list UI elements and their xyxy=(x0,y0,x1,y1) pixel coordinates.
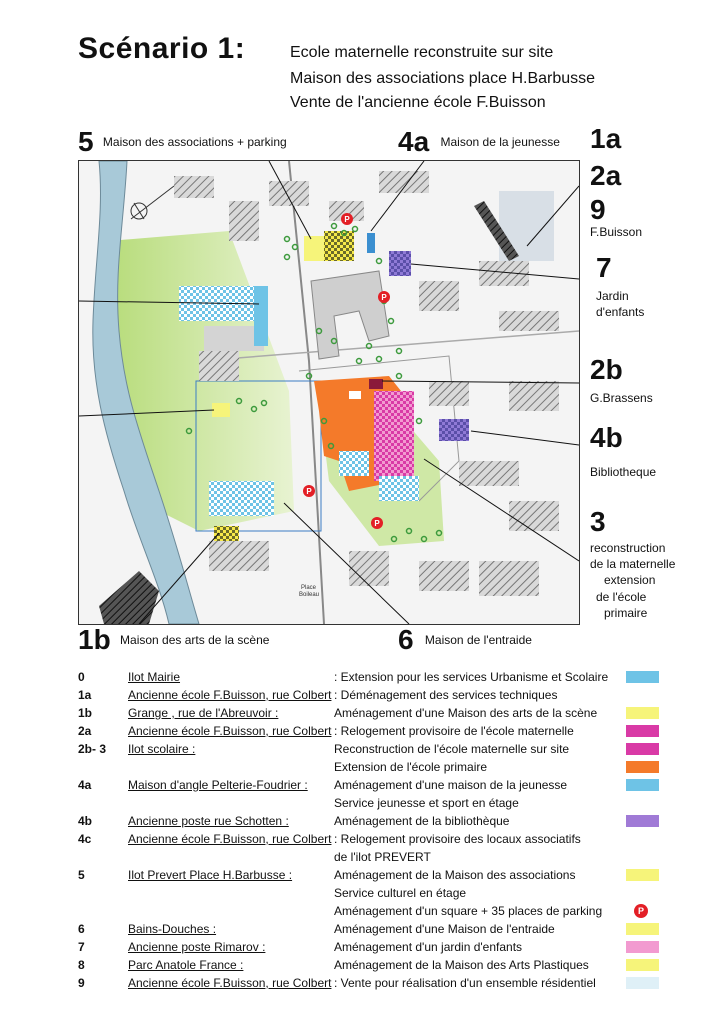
legend-place: Ilot Mairie xyxy=(128,670,181,684)
legend-code: 2a xyxy=(78,724,92,738)
legend-row xyxy=(78,760,678,776)
legend-code: 1b xyxy=(78,706,93,720)
legend-swatch xyxy=(626,977,659,989)
zone-3-white-mark xyxy=(349,391,361,399)
legend-desc: Extension de l'école primaire xyxy=(334,760,488,774)
legend-desc: Aménagement de la bibliothèque xyxy=(334,814,510,828)
callout-1b-label: Maison des arts de la scène xyxy=(120,632,270,647)
site-map xyxy=(78,160,580,625)
building-dark xyxy=(99,571,159,624)
callout-2a-number: 2a xyxy=(590,160,622,191)
legend-place: Ancienne poste Rimarov : xyxy=(128,940,266,954)
callout-4a-label: Maison de la jeunesse xyxy=(440,134,560,149)
zone-2b-pink xyxy=(374,391,414,481)
legend-desc: : Vente pour réalisation d'un ensemble résidentiel xyxy=(334,976,596,990)
callout-3-label-1: reconstruction xyxy=(590,541,666,555)
legend-swatch xyxy=(626,815,659,827)
legend-desc: : Extension pour les services Urbanisme et Scolaire xyxy=(334,670,609,684)
legend-row xyxy=(78,688,678,704)
zone-2b-marker xyxy=(369,379,383,389)
legend-desc: Aménagement d'une Maison de l'entraide xyxy=(334,922,555,936)
legend-swatch xyxy=(626,743,659,755)
building xyxy=(349,551,389,586)
callout-7 xyxy=(596,254,644,320)
subtitle-3: Vente de l'ancienne école F.Buisson xyxy=(290,94,546,111)
legend-swatch xyxy=(626,869,659,881)
callout-4a xyxy=(398,126,560,158)
zone-7 xyxy=(389,251,411,276)
callout-2b xyxy=(590,356,653,406)
legend-desc: Aménagement d'un square + 35 places de parking xyxy=(334,904,603,918)
building xyxy=(199,351,239,381)
zone-blue-school xyxy=(339,451,369,476)
legend-desc: de l'ilot PREVERT xyxy=(334,850,431,864)
place-label-2: Boileau xyxy=(299,592,320,598)
callout-5-number: 5 xyxy=(78,126,94,157)
building xyxy=(419,281,459,311)
callout-2b-number: 2b xyxy=(590,354,623,385)
callout-9-number: 9 xyxy=(590,194,606,225)
legend-code: 9 xyxy=(78,976,85,990)
building xyxy=(174,176,214,198)
legend-place: Ancienne école F.Buisson, rue Colbert xyxy=(128,688,332,702)
callout-1b xyxy=(78,624,269,656)
callout-1a xyxy=(590,125,621,153)
building xyxy=(509,381,559,411)
legend-swatch xyxy=(626,671,659,683)
parking-icon: P xyxy=(634,904,648,918)
legend-place: Ancienne école F.Buisson, rue Colbert xyxy=(128,976,332,990)
legend-row xyxy=(78,868,678,884)
building xyxy=(209,541,269,571)
callout-5 xyxy=(78,126,287,158)
subtitle-1: Ecole maternelle reconstruite sur site xyxy=(290,44,554,61)
callout-2b-label: G.Brassens xyxy=(590,391,653,405)
legend-row xyxy=(78,886,678,902)
legend-desc: Service culturel en étage xyxy=(334,886,467,900)
legend-row xyxy=(78,778,678,794)
callout-4b xyxy=(590,424,656,480)
zone-4a xyxy=(367,233,375,253)
legend-desc: Aménagement de la Maison des Arts Plastiques xyxy=(334,958,589,972)
legend-code: 2b- 3 xyxy=(78,742,107,756)
building xyxy=(499,311,559,331)
legend-desc: : Relogement provisoire de l'école maternelle xyxy=(334,724,574,738)
legend-code: 0 xyxy=(78,670,85,684)
legend-swatch xyxy=(626,959,659,971)
building xyxy=(379,171,429,193)
legend-code: 6 xyxy=(78,922,85,936)
legend-desc: Aménagement de la Maison des associations xyxy=(334,868,576,882)
callout-3-label-3: extension xyxy=(604,573,656,588)
callout-7-number: 7 xyxy=(596,252,612,283)
legend-row xyxy=(78,976,678,992)
building xyxy=(459,461,519,486)
parking-marker-label: P xyxy=(374,519,380,528)
callout-5-label: Maison des associations + parking xyxy=(102,134,287,149)
callout-7-label-1: Jardin xyxy=(596,289,629,303)
callout-3-number: 3 xyxy=(590,506,606,537)
legend-row xyxy=(78,814,678,830)
building xyxy=(229,201,259,241)
building xyxy=(479,561,539,596)
legend-row xyxy=(78,922,678,938)
legend-row xyxy=(78,742,678,758)
legend-desc: Service jeunesse et sport en étage xyxy=(334,796,519,810)
north-arrow-icon xyxy=(131,186,174,219)
callout-4b-label: Bibliotheque xyxy=(590,465,657,479)
callout-1a-number: 1a xyxy=(590,123,622,154)
building xyxy=(429,381,469,406)
legend-row xyxy=(78,670,678,686)
zone-5-parking-hatch xyxy=(324,231,354,261)
map-svg xyxy=(79,161,579,624)
legend-code: 4a xyxy=(78,778,92,792)
callout-7-label-2: d'enfants xyxy=(596,305,645,320)
callout-9 xyxy=(590,196,642,240)
legend-desc: Aménagement d'une Maison des arts de la scène xyxy=(334,706,598,720)
legend-place: Ancienne école F.Buisson, rue Colbert xyxy=(128,832,332,846)
legend-row xyxy=(78,958,678,974)
legend-place: Ilot scolaire : xyxy=(128,742,196,756)
legend-swatch xyxy=(626,941,659,953)
callout-6-label: Maison de l'entraide xyxy=(424,632,532,647)
legend-place: Maison d'angle Pelterie-Foudrier : xyxy=(128,778,308,792)
legend-swatch xyxy=(626,779,659,791)
parking-marker-label: P xyxy=(344,215,350,224)
place-label-1: Place xyxy=(301,585,317,591)
zone-8 xyxy=(212,403,230,417)
legend-swatch xyxy=(626,725,659,737)
building xyxy=(509,501,559,531)
callout-9-label: F.Buisson xyxy=(590,225,643,239)
legend-desc: : Relogement provisoire des locaux associatifs xyxy=(334,832,581,846)
callout-3-label-4: de l'école xyxy=(596,589,647,604)
legend-place: Grange , rue de l'Abreuvoir : xyxy=(128,706,279,720)
callout-1b-number: 1b xyxy=(78,624,111,655)
callout-2a xyxy=(590,162,621,190)
legend-swatch xyxy=(626,689,659,701)
callout-3-label-5: primaire xyxy=(604,605,648,620)
legend-swatch xyxy=(626,923,659,935)
legend-row xyxy=(78,940,678,956)
page-title: Scénario 1: xyxy=(78,32,246,65)
legend-row xyxy=(78,850,678,866)
callout-4b-number: 4b xyxy=(590,422,623,453)
callout-3 xyxy=(590,508,675,621)
callout-3-label-2: de la maternelle xyxy=(590,557,676,572)
callout-4a-number: 4a xyxy=(398,126,430,157)
zone-blue-school-2 xyxy=(379,476,419,501)
parking-marker-label: P xyxy=(306,487,312,496)
legend-row xyxy=(78,904,678,920)
legend-code: 8 xyxy=(78,958,85,972)
legend-desc: : Déménagement des services techniques xyxy=(334,688,558,702)
legend-desc: Reconstruction de l'école maternelle sur site xyxy=(334,742,570,756)
legend-row xyxy=(78,724,678,740)
zone-4b xyxy=(439,419,469,441)
building xyxy=(269,181,309,206)
legend-code: 4c xyxy=(78,832,92,846)
legend-desc: Aménagement d'une maison de la jeunesse xyxy=(334,778,568,792)
zone-5-yellow xyxy=(304,236,324,261)
school-building-grey xyxy=(311,271,389,359)
legend-place: Bains-Douches : xyxy=(128,922,217,936)
legend-swatch xyxy=(626,761,659,773)
zone-blue-park xyxy=(209,481,274,516)
legend-code: 5 xyxy=(78,868,85,882)
legend-place: Ancienne école F.Buisson, rue Colbert xyxy=(128,724,332,738)
legend-desc: Aménagement d'un jardin d'enfants xyxy=(334,940,523,954)
legend-code: 4b xyxy=(78,814,93,828)
zone-0-mairie-annex xyxy=(254,286,268,346)
zone-1b xyxy=(214,526,239,541)
legend-row xyxy=(78,706,678,722)
callout-6 xyxy=(398,624,532,656)
legend-place: Parc Anatole France : xyxy=(128,958,244,972)
legend-swatch xyxy=(626,707,659,719)
legend-place: Ilot Prevert Place H.Barbusse : xyxy=(128,868,293,882)
legend-row xyxy=(78,832,678,848)
legend-code: 1a xyxy=(78,688,92,702)
parking-marker-label: P xyxy=(381,293,387,302)
legend-code: 7 xyxy=(78,940,85,954)
building xyxy=(419,561,469,591)
legend-place: Ancienne poste rue Schotten : xyxy=(128,814,289,828)
legend-row xyxy=(78,796,678,812)
subtitle-2: Maison des associations place H.Barbusse xyxy=(290,70,596,87)
callout-6-number: 6 xyxy=(398,624,414,655)
